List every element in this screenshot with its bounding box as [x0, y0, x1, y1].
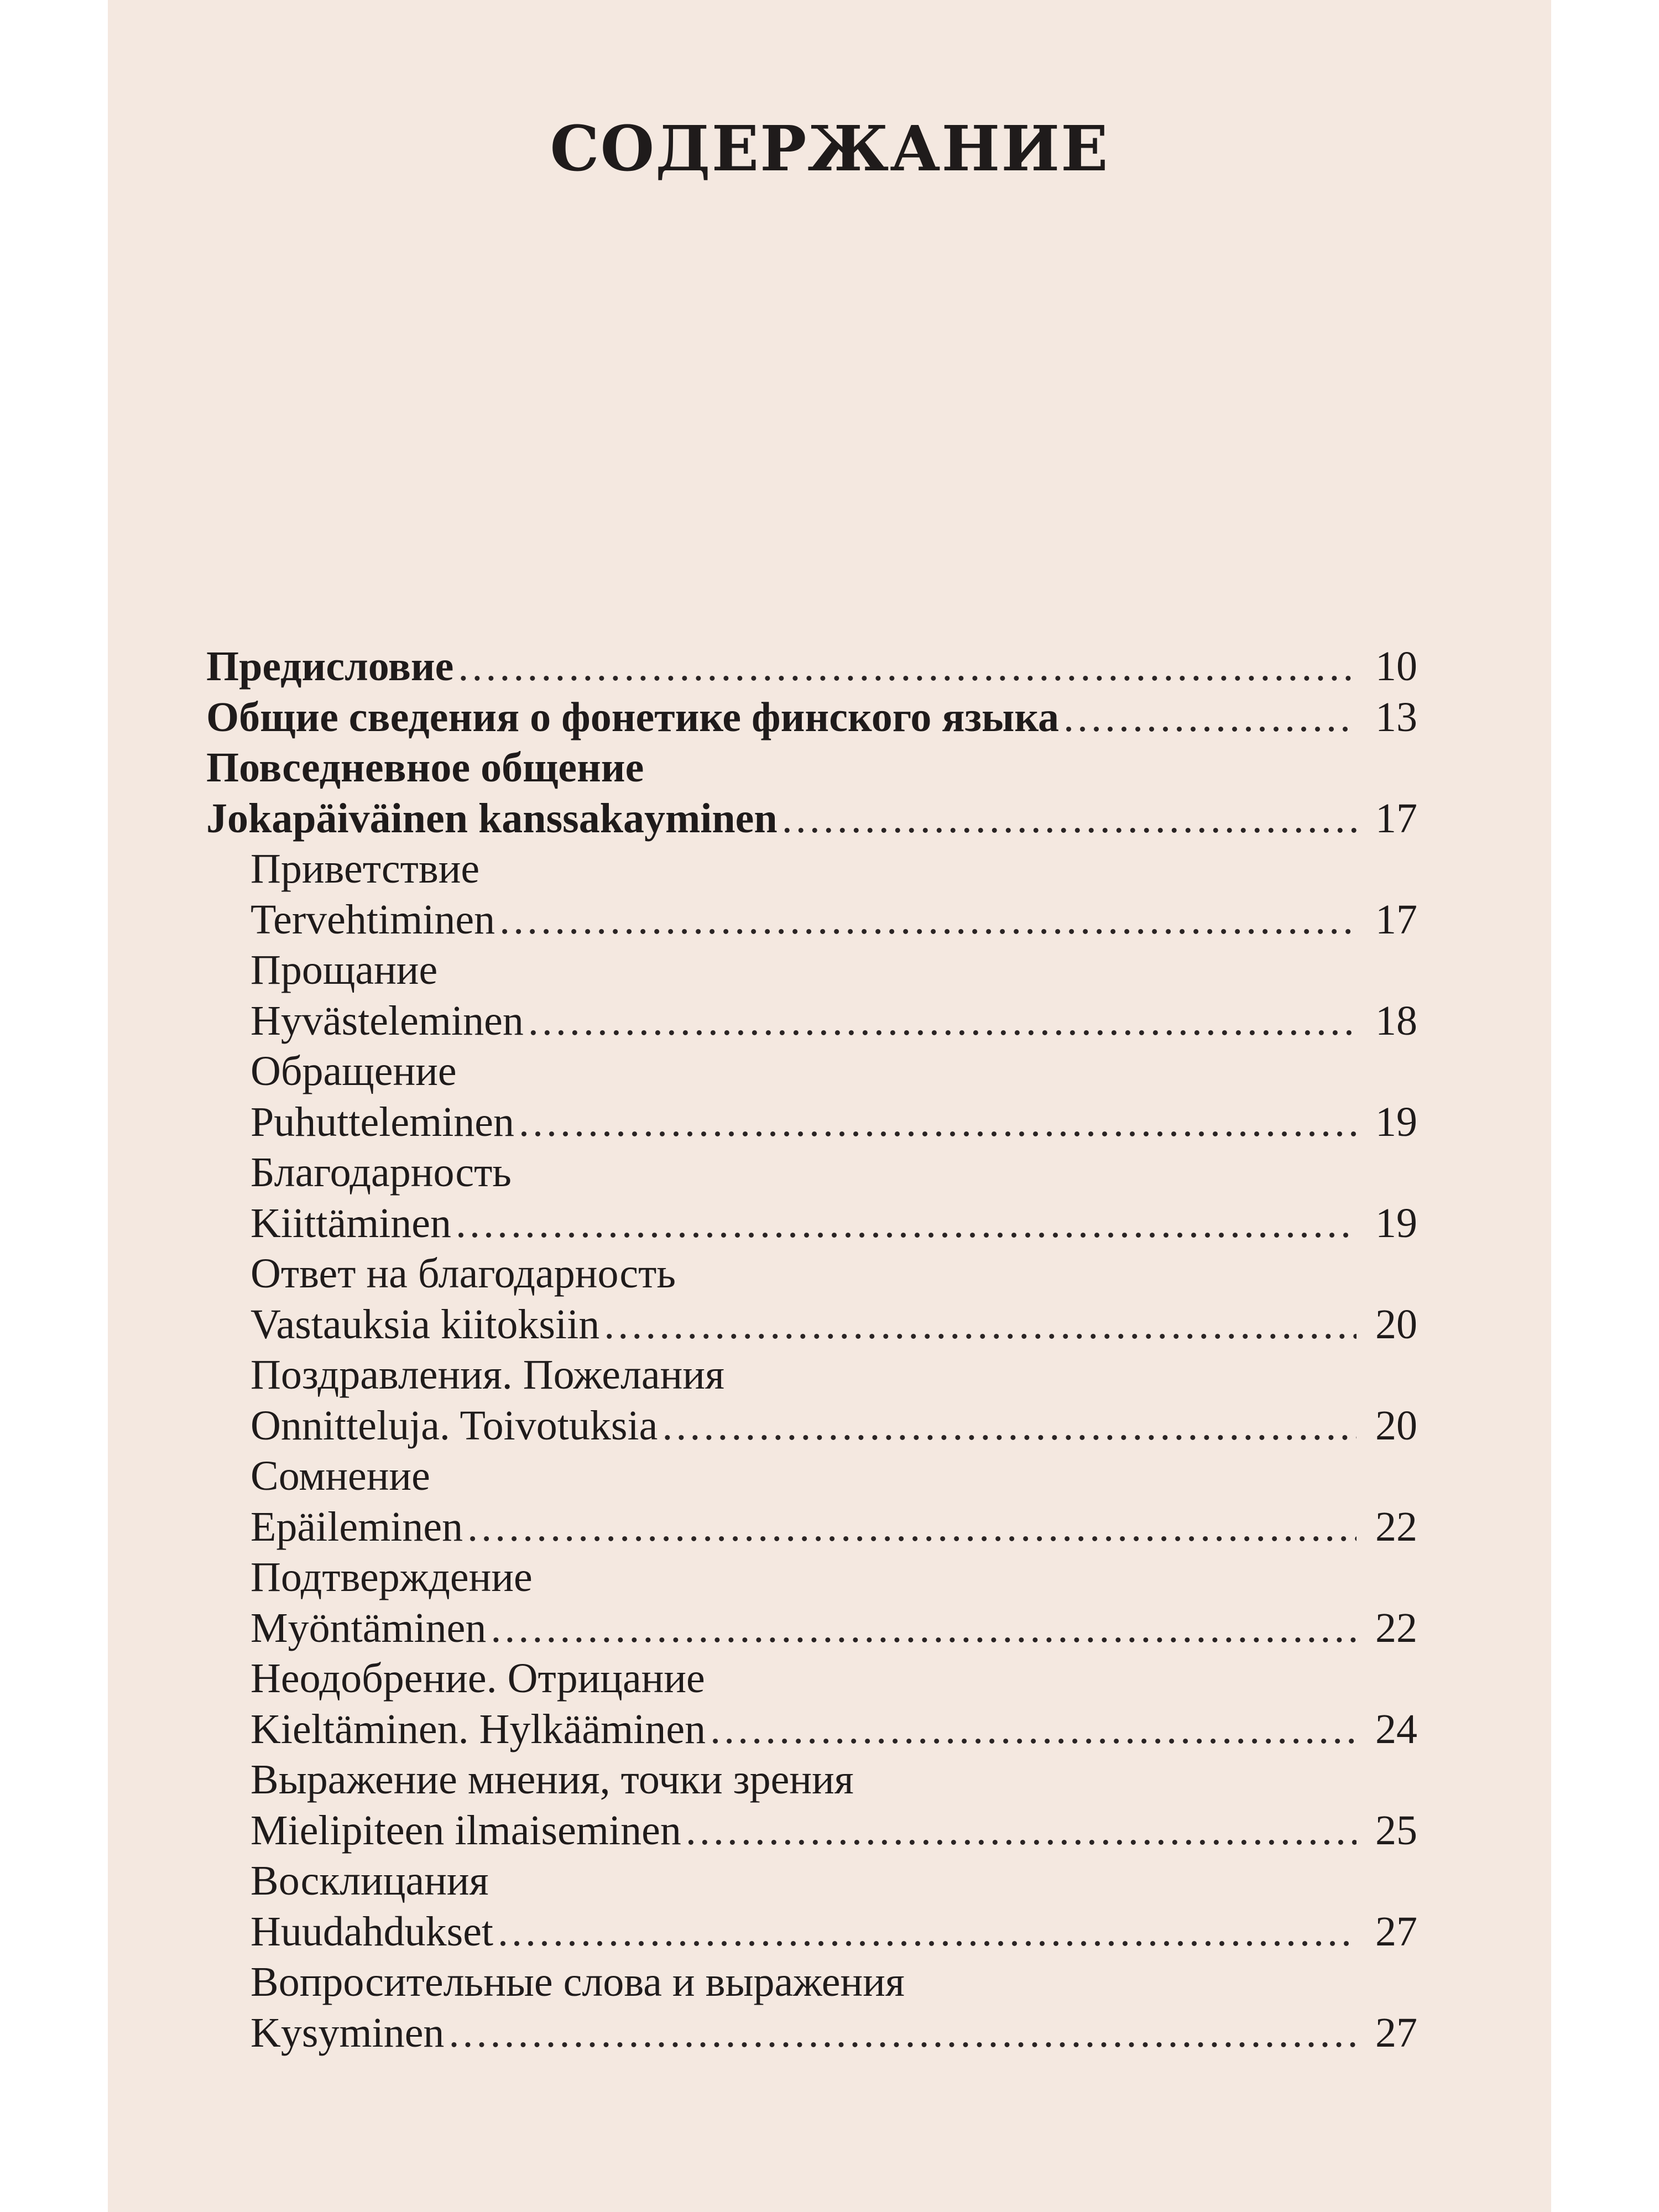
toc-subheading	[206, 1046, 1417, 1097]
toc-entry-title: Kiittäminen	[251, 1199, 452, 1246]
toc-subheading	[206, 1755, 1417, 1806]
toc-page-number: 25	[1375, 1807, 1417, 1854]
toc-entry[interactable]	[206, 1907, 1417, 1958]
toc-subheading	[206, 1249, 1417, 1300]
toc-entry[interactable]	[206, 794, 1417, 844]
dot-leader	[706, 1704, 1357, 1755]
toc-page-number: 20	[1375, 1402, 1417, 1449]
dot-leader	[451, 1198, 1357, 1249]
toc-entry-title: Epäileminen	[251, 1503, 463, 1550]
toc-page-number: 22	[1375, 1503, 1417, 1550]
toc-entry-title: Onnitteluja. Toivotuksia	[251, 1402, 658, 1449]
toc-entry-title: Ответ на благодарность	[251, 1250, 676, 1297]
toc-entry-title: Huudahdukset	[251, 1908, 494, 1955]
toc-entry-title: Mielipiteen ilmaiseminen	[251, 1807, 681, 1854]
dot-leader	[681, 1806, 1357, 1856]
toc-page-number: 19	[1375, 1199, 1417, 1246]
toc-entry[interactable]	[206, 996, 1417, 1047]
toc-entry-title: Kieltäminen. Hylkääminen	[251, 1705, 706, 1752]
toc-entry-title: Kysyminen	[251, 2009, 445, 2056]
toc-entry-title: Hyvästeleminen	[251, 997, 524, 1044]
toc-subheading	[206, 1653, 1417, 1704]
toc-page-number: 27	[1375, 1908, 1417, 1955]
toc-page-number: 20	[1375, 1301, 1417, 1348]
dot-leader	[493, 1907, 1357, 1958]
toc-subheading	[206, 1147, 1417, 1198]
toc-entry[interactable]	[206, 1097, 1417, 1148]
dot-leader	[453, 641, 1357, 692]
dot-leader	[463, 1502, 1357, 1553]
toc-entry-title: Подтверждение	[251, 1554, 533, 1600]
toc-subheading	[206, 1552, 1417, 1603]
toc-entry-title: Неодобрение. Отрицание	[251, 1655, 705, 1702]
toc-entry-title: Приветствие	[251, 846, 480, 892]
toc-entry-title: Повседневное общение	[206, 744, 644, 791]
toc-entry-title: Puhutteleminen	[251, 1098, 515, 1145]
toc-entry-title: Сомнение	[251, 1453, 430, 1499]
toc-entry[interactable]	[206, 1300, 1417, 1350]
toc-heading	[206, 743, 1417, 794]
toc-subheading	[206, 1451, 1417, 1502]
dot-leader	[778, 794, 1357, 844]
toc-entry-title: Благодарность	[251, 1149, 512, 1196]
toc-page-number: 13	[1375, 693, 1417, 740]
toc-entry[interactable]	[206, 1401, 1417, 1452]
dot-leader	[495, 895, 1357, 946]
page-title: СОДЕРЖАНИЕ	[550, 113, 1109, 185]
toc-entry[interactable]	[206, 895, 1417, 946]
dot-leader	[444, 2008, 1357, 2059]
toc-entry-title: Выражение мнения, точки зрения	[251, 1756, 854, 1803]
dot-leader	[599, 1300, 1357, 1350]
toc-page-number: 10	[1375, 643, 1417, 690]
dot-leader	[514, 1097, 1357, 1148]
toc-entry[interactable]	[206, 1198, 1417, 1249]
toc-subheading	[206, 1957, 1417, 2008]
toc-entry-title: Myöntäminen	[251, 1604, 487, 1651]
toc-subheading	[206, 945, 1417, 996]
toc-entry[interactable]	[206, 1603, 1417, 1654]
dot-leader	[1059, 692, 1357, 743]
toc-entry[interactable]	[206, 2008, 1417, 2059]
toc-entry[interactable]	[206, 641, 1417, 692]
dot-leader	[658, 1401, 1357, 1452]
toc-entry[interactable]	[206, 692, 1417, 743]
toc-entry-title: Предисловие	[206, 643, 454, 690]
toc-page-number: 17	[1375, 896, 1417, 943]
toc-page-number: 27	[1375, 2009, 1417, 2056]
toc-entry-title: Vastauksia kiitoksiin	[251, 1301, 600, 1348]
toc-subheading	[206, 1856, 1417, 1907]
toc-entry-title: Поздравления. Пожелания	[251, 1352, 724, 1398]
toc-entry-title: Восклицания	[251, 1858, 489, 1904]
book-page	[108, 0, 1551, 2212]
toc-entry[interactable]	[206, 1704, 1417, 1755]
toc-subheading	[206, 844, 1417, 895]
table-of-contents	[206, 641, 1417, 2058]
toc-entry-title: Jokapäiväinen kanssakayminen	[206, 795, 778, 842]
toc-page-number: 24	[1375, 1705, 1417, 1752]
dot-leader	[486, 1603, 1357, 1654]
toc-page-number: 18	[1375, 997, 1417, 1044]
toc-entry[interactable]	[206, 1806, 1417, 1856]
toc-entry-title: Прощание	[251, 947, 438, 993]
toc-entry-title: Tervehtiminen	[251, 896, 495, 943]
toc-entry[interactable]	[206, 1502, 1417, 1553]
toc-page-number: 19	[1375, 1098, 1417, 1145]
toc-entry-title: Общие сведения о фонетике финского языка	[206, 693, 1059, 740]
dot-leader	[524, 996, 1357, 1047]
toc-entry-title: Обращение	[251, 1048, 457, 1094]
toc-entry-title: Вопросительные слова и выражения	[251, 1959, 905, 2005]
toc-page-number: 22	[1375, 1604, 1417, 1651]
toc-subheading	[206, 1350, 1417, 1401]
toc-page-number: 17	[1375, 795, 1417, 842]
